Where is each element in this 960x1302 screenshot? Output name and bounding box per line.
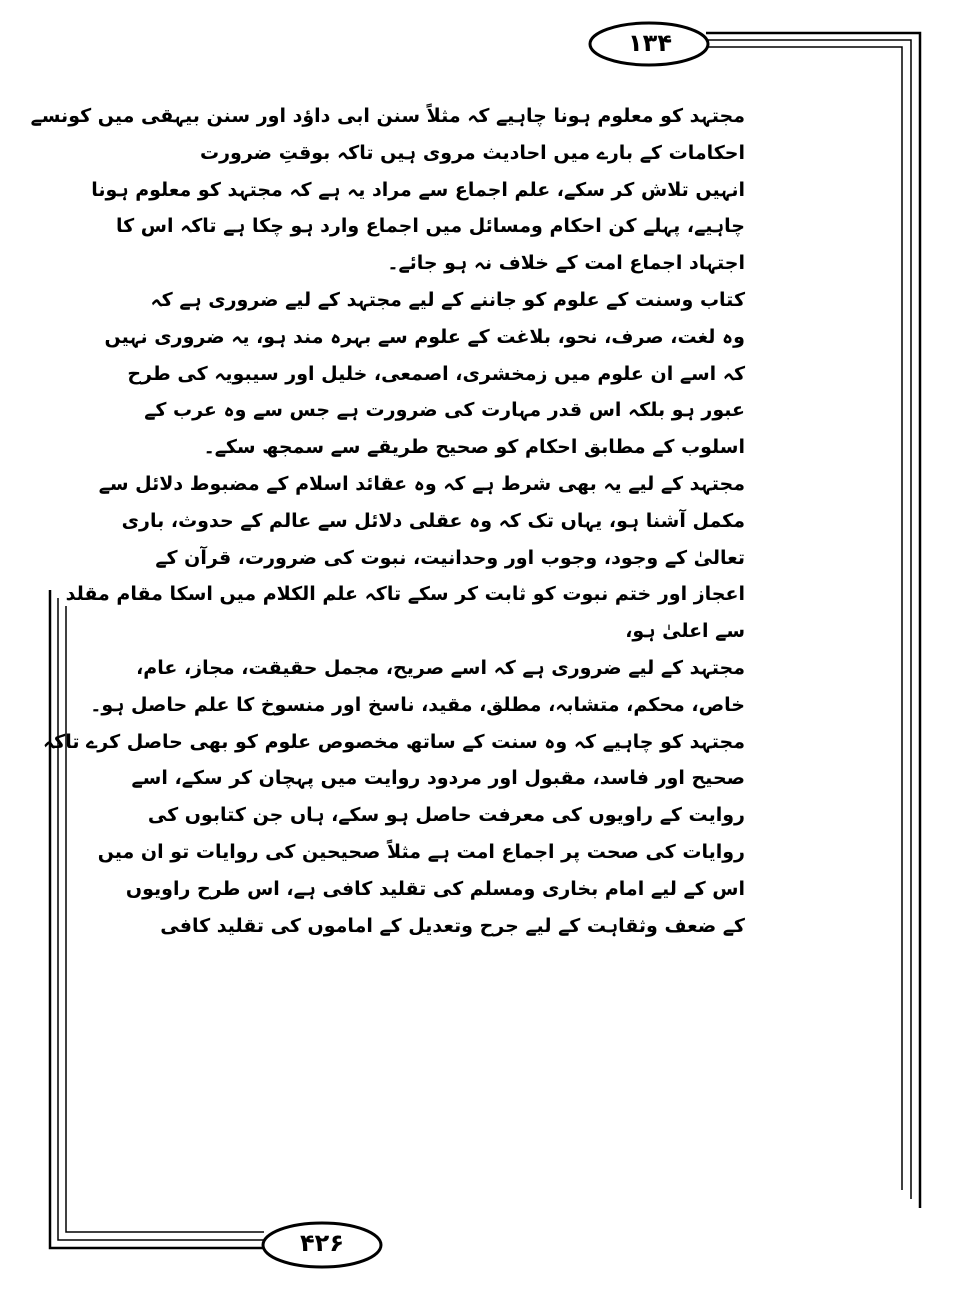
text-line: مجتہد کے لیے یہ بھی شرط ہے کہ وہ عقائد اسلام کے مضبوط دلائل سے (98, 472, 745, 495)
text-line: صحیح اور فاسد، مقبول اور مردود روایت میں پہچان کر سکے، اسے (131, 767, 745, 790)
text-line: تعالیٰ کے وجود، وجوب اور وحدانیت، نبوت کی ضرورت، قرآن کے (155, 546, 745, 569)
text-line: اعجاز اور ختم نبوت کو ثابت کر سکے تاکہ علم الکلام میں اسکا مقام مقلد (65, 583, 745, 606)
text-line: کتاب وسنت کے علوم کو جاننے کے لیے مجتہد کے لیے ضروری ہے کہ (150, 288, 745, 311)
text-line: کے ضعف وثقاہت کے لیے جرح وتعدیل کے اماموں کی تقلید کافی (160, 914, 745, 937)
text-line: اجتہاد اجماع امت کے خلاف نہ ہو جائے۔ (387, 252, 745, 275)
text-line: اس کے لیے امام بخاری ومسلم کی تقلید کافی ہے، اس طرح راویوں (125, 877, 745, 900)
text-line: انہیں تلاش کر سکے، علم اجماع سے مراد یہ ہے کہ مجتہد کو معلوم ہونا (91, 178, 745, 201)
text-line: احکامات کے بارے میں احادیث مروی ہیں تاکہ بوقتِ ضرورت (200, 141, 745, 164)
text-line: خاص، محکم، متشابہ، مطلق، مقید، ناسخ اور منسوخ کا علم حاصل ہو۔ (90, 693, 745, 716)
text-line: وہ لغت، صرف، نحو، بلاغت کے علوم سے بہرہ مند ہو، یہ ضروری نہیں (104, 325, 745, 348)
text-line: مکمل آشنا ہو، یہاں تک کہ وہ عقلی دلائل سے عالم کے حدوث، باری (121, 509, 745, 532)
text-line: چاہیے، پہلے کن احکام ومسائل میں اجماع وارد ہو چکا ہے تاکہ اس کا (115, 215, 745, 238)
text-line: عبور ہو بلکہ اس قدر مہارت کی ضرورت ہے جس سے وہ عرب کے (144, 399, 745, 422)
text-line: روایت کے راویوں کی معرفت حاصل ہو سکے، ہاں جن کتابوں کی (147, 804, 745, 827)
bottom-page-number: ۴۲۶ (300, 1229, 344, 1257)
text-line: سے اعلیٰ ہو، (625, 620, 745, 643)
top-page-number: ۱۳۴ (628, 29, 672, 57)
text-line: مجتہد کے لیے ضروری ہے کہ اسے صریح، مجمل حقیقت، مجاز، عام، (136, 656, 745, 679)
body-text (30, 98, 745, 944)
text-line: مجتہد کو چاہیے کہ وہ سنت کے ساتھ مخصوص علوم کو بھی حاصل کرے تاکہ (43, 730, 745, 753)
text-line: روایات کی صحت پر اجماع امت ہے مثلاً صحیحین کی روایات تو ان میں (97, 840, 745, 863)
text-line: کہ اسے ان علوم میں زمخشری، اصمعی، خلیل اور سیبویہ کی طرح (127, 362, 745, 385)
text-line: اسلوب کے مطابق احکام کو صحیح طریقے سے سمجھ سکے۔ (203, 436, 745, 459)
text-line: مجتہد کو معلوم ہونا چاہیے کہ مثلاً سنن ابی داؤد اور سنن بیہقی میں کونسے (30, 105, 745, 127)
